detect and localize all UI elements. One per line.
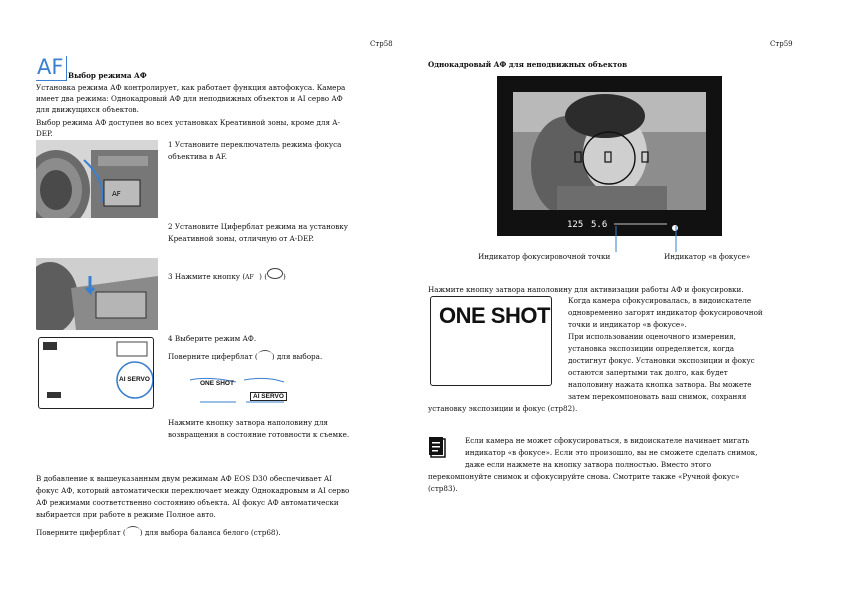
note-line: (стр83). (428, 484, 458, 493)
step-1-line: 1 Установите переключатель режима фокуса (168, 140, 342, 149)
wb-dial-icon (126, 526, 140, 535)
half-press-line: Нажмите кнопку затвора наполовину для (168, 418, 328, 427)
caption-focus-point: Индикатор фокусировочной точки (478, 252, 611, 261)
step-3-line: 3 Нажмите кнопку (AF ) ( ) (168, 268, 286, 282)
lcd-af-mode: AI SERVO (119, 376, 150, 383)
section-title: Выбор режима АФ (68, 71, 147, 80)
page-number-left: Стр58 (370, 40, 393, 48)
half-press-line: возвращения в состояние готовности к съемке. (168, 430, 350, 439)
camera-lens-photo (36, 140, 158, 218)
step-4-line: Поверните циферблат ( ) для выбора. (168, 352, 323, 361)
intro-line: Установка режима АФ контролирует, как работает функция автофокуса. Камера (36, 83, 346, 92)
note-icon (428, 436, 448, 458)
metering-button-icon[interactable] (267, 268, 283, 279)
viewfinder-photo (497, 76, 722, 236)
step-4-title: 4 Выберите режим АФ. (168, 334, 257, 343)
note-line: перекомпонуйте снимок и сфокусируйте снова. Смотрите также «Ручной фокус» (428, 472, 740, 481)
camera-top-photo (36, 258, 158, 330)
body-line: наполовину нажата кнопка затвора. Вы можете (568, 380, 752, 389)
body-line: установку экспозиции и фокус (стр82). (428, 404, 578, 413)
body-line: затем перекомпоновать ваш снимок, сохраняя (568, 392, 747, 401)
step-1-line: объектива в AF. (168, 152, 228, 161)
intro-line: для движущихся объектов. (36, 105, 139, 114)
body-line: достигнут фокус. Установки экспозиции и фокус (568, 356, 755, 365)
dial-option-ai-servo[interactable]: AI SERVO (250, 392, 287, 401)
note-line: индикатор «в фокусе». Если это произошло, вы не сможете сделать снимок, (465, 448, 758, 457)
lcd-panel (38, 337, 154, 409)
body-line: установка экспозиции определяется, когда (568, 344, 735, 353)
note-line: даже если нажмете на кнопку затвора полностью. Вместо этого (465, 460, 712, 469)
body-line: Когда камера сфокусировалась, в видоискателе (568, 296, 752, 305)
note-line: Если камера не может сфокусироваться, в видоискателе начинает мигать (465, 436, 750, 445)
footer-line: В добавление к вышеуказанным двум режимам АФ EOS D30 обеспечивает AI (36, 474, 333, 483)
footer-line: выбирается при работе в режиме Полное авто. (36, 510, 216, 519)
right-title: Однокадровый АФ для неподвижных объектов (428, 60, 628, 69)
main-dial-icon[interactable] (258, 350, 272, 359)
body-line: точки и индикатор «в фокусе». (568, 320, 687, 329)
intro-line: имеет два режима: Однокадровый АФ для неподвижных объектов и AI серво АФ (36, 94, 343, 103)
af-logo-icon: AF (36, 56, 67, 81)
caption-in-focus: Индикатор «в фокусе» (664, 252, 751, 261)
viewfinder-aperture: 5.6 (591, 220, 608, 230)
intro-line: DEP. (36, 129, 53, 138)
af-mode-selector (188, 374, 288, 408)
dial-option-one-shot[interactable]: ONE SHOT (200, 380, 234, 387)
one-shot-display: ONE SHOT (430, 296, 552, 386)
intro-line: Выбор режима АФ доступен во всех установках Креативной зоны, кроме для A- (36, 118, 340, 127)
af-button-icon[interactable]: AF (245, 274, 254, 281)
step-2-line: Креативной зоны, отличную от A-DEP. (168, 234, 314, 243)
body-line: При использовании оценочного измерения, (568, 332, 736, 341)
step-2-line: 2 Установите Циферблат режима на установку (168, 222, 348, 231)
footer-line: АФ режимами соответственно состоянию объекта. AI фокус АФ автоматически (36, 498, 339, 507)
body-line: остаются запертыми так долго, как будет (568, 368, 728, 377)
half-press-instruction: Нажмите кнопку затвора наполовину для активизации работы АФ и фокусировки. (428, 285, 744, 294)
footer-line-dial: Поверните циферблат ( ) для выбора баланса белого (стр68). (36, 528, 281, 537)
body-line: одновременно загорят индикатор фокусировочной (568, 308, 763, 317)
page-number-right: Стр59 (770, 40, 793, 48)
viewfinder-shutter: 125 (567, 220, 584, 230)
footer-line: фокус АФ, который автоматически переключает между Однокадровым и AI серво (36, 486, 350, 495)
svg-text:AF: AF (112, 190, 121, 198)
